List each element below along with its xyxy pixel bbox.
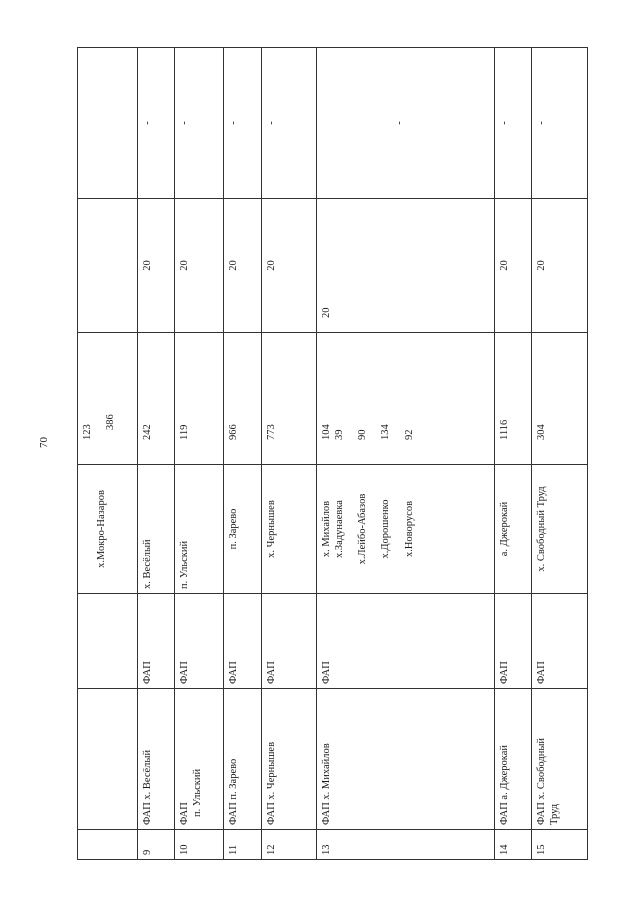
population-value: 92: [403, 429, 415, 440]
population-cell: [262, 333, 317, 465]
settlements-cell: [138, 465, 175, 594]
population-value: 242: [142, 424, 153, 440]
settlements-cell: [78, 465, 138, 594]
settlement: х. Чернышев: [266, 500, 277, 558]
population-value: 123: [82, 424, 93, 440]
population-cell: [78, 333, 138, 465]
facility-name-line: ФАП х. Чернышев: [266, 741, 277, 825]
row-number: 10: [175, 830, 224, 860]
table-row: [317, 48, 495, 860]
note-cell: -: [532, 48, 588, 199]
facility-name: [495, 689, 532, 830]
population-cell: [495, 333, 532, 465]
settlement: х.Задунаевка: [334, 500, 346, 558]
facility-type: ФАП: [224, 594, 262, 689]
facility-name: [138, 689, 175, 830]
capacity-cell: 20: [138, 199, 175, 333]
table-row: [532, 48, 588, 860]
facilities-table: [77, 47, 588, 860]
row-number: 9: [138, 830, 175, 860]
settlements-cell: [175, 465, 224, 594]
table-row: [495, 48, 532, 860]
facility-type: ФАП: [317, 594, 495, 689]
population-value: 39: [334, 429, 346, 440]
note-cell: -: [495, 48, 532, 199]
population-value: 304: [536, 424, 547, 440]
row-number: 11: [224, 830, 262, 860]
population-cell: [317, 333, 495, 465]
capacity-cell: 20: [317, 199, 495, 333]
settlements-cell: [262, 465, 317, 594]
facility-name: [532, 689, 588, 830]
facility-name-line: ФАП п. Зарево: [228, 758, 239, 825]
settlements-cell: [532, 465, 588, 594]
settlements-cell: [495, 465, 532, 594]
facility-name-line: п. Ульский: [192, 768, 204, 817]
facility-type: ФАП: [138, 594, 175, 689]
population-value: 119: [179, 424, 190, 440]
settlement: х. Весёлый: [142, 539, 153, 589]
population-value: 134: [380, 424, 392, 440]
page-number: 70: [38, 437, 50, 448]
facility-name-line: Труд: [549, 803, 561, 825]
facility-name-line: ФАП х. Свободный: [536, 738, 547, 825]
capacity-cell: 20: [175, 199, 224, 333]
population-value: 773: [266, 424, 277, 440]
facility-type: ФАП: [262, 594, 317, 689]
table-row: [175, 48, 224, 860]
table-row: [262, 48, 317, 860]
table-row: [138, 48, 175, 860]
facility-name: [262, 689, 317, 830]
facility-type: ФАП: [532, 594, 588, 689]
note-cell: -: [262, 48, 317, 199]
population-value: 104: [321, 424, 332, 440]
settlement: х.Новорусов: [403, 500, 415, 558]
capacity-cell: 20: [532, 199, 588, 333]
facility-name: [317, 689, 495, 830]
facility-type: ФАП: [495, 594, 532, 689]
population-value: 90: [357, 429, 369, 440]
population-cell: [175, 333, 224, 465]
settlement: х. Свободный Труд: [536, 486, 547, 572]
row-number: 15: [532, 830, 588, 860]
capacity-cell: 20: [262, 199, 317, 333]
facility-type: [78, 594, 138, 689]
row-number: [78, 830, 138, 860]
population-value: 386: [105, 414, 117, 430]
population-cell: [138, 333, 175, 465]
facility-name: [175, 689, 224, 830]
facility-name: [224, 689, 262, 830]
settlement: х. Михайлов: [321, 500, 332, 558]
population-cell: [532, 333, 588, 465]
row-number: 14: [495, 830, 532, 860]
facility-name-line: ФАП х. Михайлов: [321, 743, 332, 825]
settlements-cell: [224, 465, 262, 594]
settlement: х.Дорошенко: [380, 499, 392, 559]
settlements-cell: [317, 465, 495, 594]
population-cell: [224, 333, 262, 465]
row-number: 13: [317, 830, 495, 860]
capacity-cell: [78, 199, 138, 333]
table-row: [78, 48, 138, 860]
settlement: х.Лейбо-Абазов: [357, 493, 369, 565]
capacity-cell: 20: [224, 199, 262, 333]
facility-name: [78, 689, 138, 830]
facility-name-line: ФАП а. Джерокай: [499, 745, 510, 825]
table-row: [224, 48, 262, 860]
capacity-cell: 20: [495, 199, 532, 333]
settlement: а. Джерокай: [499, 501, 510, 557]
note-cell: -: [138, 48, 175, 199]
rotated-table-wrapper: [77, 48, 587, 860]
settlement: х.Мокро-Назаров: [96, 490, 107, 568]
population-value: 1116: [499, 419, 510, 440]
facility-name-line: ФАП: [179, 802, 190, 825]
facility-name-line: ФАП х. Весёлый: [142, 749, 153, 825]
note-cell: -: [175, 48, 224, 199]
population-value: 966: [228, 424, 239, 440]
note-cell: -: [317, 48, 495, 199]
note-cell: -: [224, 48, 262, 199]
note-cell: [78, 48, 138, 199]
row-number: 12: [262, 830, 317, 860]
facility-type: ФАП: [175, 594, 224, 689]
settlement: п. Зарево: [228, 508, 239, 550]
settlement: п. Ульский: [179, 540, 190, 589]
